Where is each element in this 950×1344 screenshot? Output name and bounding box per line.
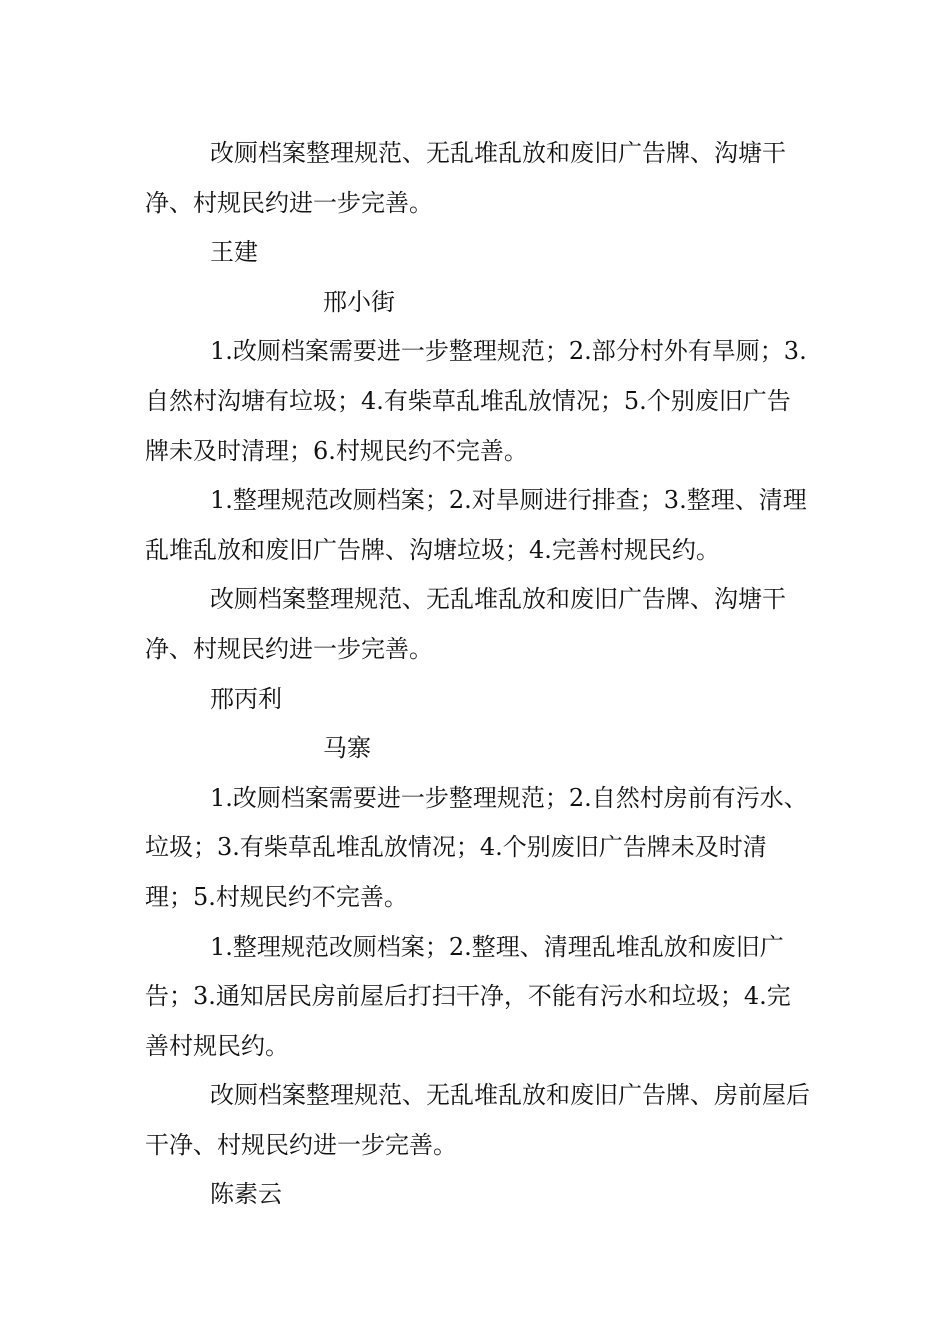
document-body bbox=[145, 129, 810, 1220]
responsible-person-2: 邢丙利 bbox=[210, 684, 282, 713]
paragraph-measures-1: 1.整理规范改厕档案；2.对旱厕进行排查；3.整理、清理乱堆乱放和废旧广告牌、沟塘垃圾；4.完善村规民约。 bbox=[145, 486, 807, 564]
responsible-person-3: 陈素云 bbox=[210, 1180, 282, 1209]
paragraph-problems-2: 1.改厕档案需要进一步整理规范；2.自然村房前有污水、垃圾；3.有柴草乱堆乱放情况；4.个别废旧广告牌未及时清理；5.村规民约不完善。 bbox=[145, 783, 808, 911]
paragraph-result-1: 改厕档案整理规范、无乱堆乱放和废旧广告牌、沟塘干净、村规民约进一步完善。 bbox=[145, 139, 786, 217]
responsible-person-1: 王建 bbox=[210, 238, 258, 267]
paragraph-result-2: 改厕档案整理规范、无乱堆乱放和废旧广告牌、沟塘干净、村规民约进一步完善。 bbox=[145, 585, 786, 663]
paragraph-measures-2: 1.整理规范改厕档案；2.整理、清理乱堆乱放和废旧广告；3.通知居民房前屋后打扫干净，不能有污水和垃圾；4.完善村规民约。 bbox=[145, 932, 791, 1060]
paragraph-result-3: 改厕档案整理规范、无乱堆乱放和废旧广告牌、房前屋后干净、村规民约进一步完善。 bbox=[145, 1081, 810, 1159]
paragraph-problems-1: 1.改厕档案需要进一步整理规范；2.部分村外有旱厕；3.自然村沟塘有垃圾；4.有柴草乱堆乱放情况；5.个别废旧广告牌未及时清理；6.村规民约不完善。 bbox=[145, 337, 807, 465]
village-name-1: 邢小街 bbox=[323, 287, 395, 316]
village-name-2: 马寨 bbox=[323, 734, 371, 763]
